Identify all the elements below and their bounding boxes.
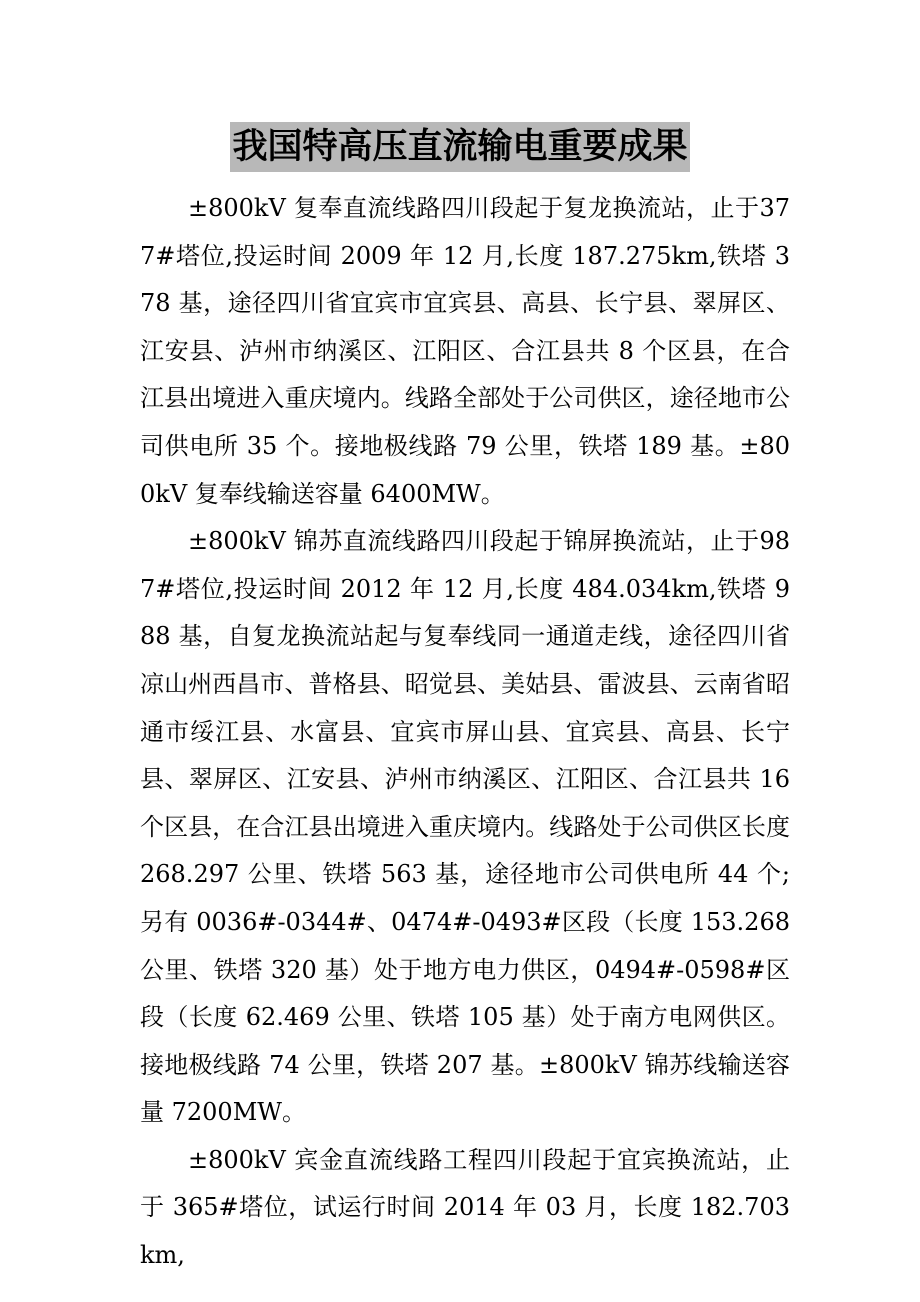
paragraph-fufeng-line: ±800kV 复奉直流线路四川段起于复龙换流站，止于377#塔位,投运时间 2009 年 12 月,长度 187.275km,铁塔 378 基，途径四川省宜宾市宜宾县、高县、长宁县、翠屏区、江安县、泸州市纳溪区、江阳区、合江县共 8 个区县，在合江县出境进入重庆境内。线路全部处于公司供区，途径地市公司供电所 35 个。接地极线路 79 公里，铁塔 189 基。±800kV 复奉线输送容量 6400MW。 (140, 194, 790, 508)
document-title: 我国特高压直流输电重要成果 (230, 122, 689, 172)
paragraph-jinsu-line: ±800kV 锦苏直流线路四川段起于锦屏换流站，止于987#塔位,投运时间 2012 年 12 月,长度 484.034km,铁塔 988 基，自复龙换流站起与复奉线同一通道走线，途径四川省凉山州西昌市、普格县、昭觉县、美姑县、雷波县、云南省昭通市绥江县、水富县、宜宾市屏山县、宜宾县、高县、长宁县、翠屏区、江安县、泸州市纳溪区、江阳区、合江县共 16 个区县，在合江县出境进入重庆境内。线路处于公司供区长度 268.297 公里、铁塔 563 基，途径地市公司供电所 44 个;另有 0036#-0344#、0474#-0493#区段（长度 153.268 公里、铁塔 320 基）处于地方电力供区，0494#-0598#区段（长度 62.469 公里、铁塔 105 基）处于南方电网供区。接地极线路 74 公里，铁塔 207 基。±800kV 锦苏线输送容量 7200MW。 (140, 527, 790, 1127)
title-container (0, 122, 920, 172)
paragraph-binjin-line: ±800kV 宾金直流线路工程四川段起于宜宾换流站，止于 365#塔位，试运行时间 2014 年 03 月，长度 182.703km, (140, 1145, 790, 1270)
document-body (140, 185, 790, 1280)
